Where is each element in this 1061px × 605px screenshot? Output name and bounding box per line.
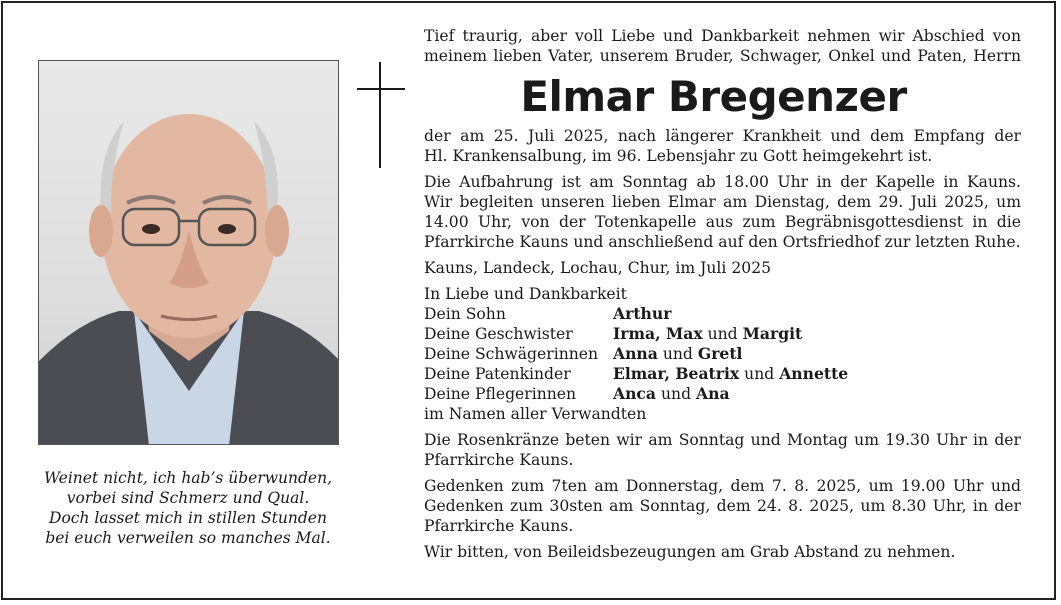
family-role: Deine Patenkinder xyxy=(424,365,571,383)
condolence-note: Wir bitten, von Beileidsbezeugungen am Grab Abstand zu nehmen. xyxy=(424,543,956,561)
poem-line: bei euch verweilen so manches Mal. xyxy=(45,529,331,547)
text-line: Pfarrkirche Kauns. xyxy=(424,517,574,535)
poem-line: Weinet nicht, ich hab’s überwunden, xyxy=(43,469,333,487)
poem-line: vorbei sind Schmerz und Qual. xyxy=(66,489,310,507)
family-names: Ana xyxy=(696,384,730,403)
text-line: Pfarrkirche Kauns. xyxy=(424,451,574,469)
family-role: Deine Schwägerinnen xyxy=(424,345,599,363)
intro-paragraph xyxy=(424,26,1021,66)
text-line: Hl. Krankensalbung, im 96. Lebensjahr zu Gott heimgekehrt ist. xyxy=(424,147,933,165)
conjunction: und xyxy=(739,365,780,383)
death-paragraph xyxy=(424,126,1021,166)
conjunction: und xyxy=(702,325,743,343)
poem-line: Doch lasset mich in stillen Stunden xyxy=(49,509,327,527)
family-names: Anca xyxy=(613,384,657,403)
family-role: Dein Sohn xyxy=(424,305,506,323)
text-line: Die Aufbahrung ist am Sonntag ab 18.00 Uhr in der Kapelle in Kauns. xyxy=(424,173,1021,191)
memorial-paragraph xyxy=(424,476,1021,536)
text-line: Gedenken zum 30sten am Sonntag, dem 24. 8. 2025, um 8.30 Uhr, in der xyxy=(424,497,1021,515)
conjunction: und xyxy=(656,385,697,403)
family-row xyxy=(424,344,1021,364)
family-row xyxy=(424,364,1021,384)
place-date: Kauns, Landeck, Lochau, Chur, im Juli 2025 xyxy=(424,259,772,277)
cross-icon xyxy=(357,62,407,168)
portrait-photo xyxy=(38,60,339,445)
text-line: Wir begleiten unseren lieben Elmar am Dienstag, dem 29. Juli 2025, um xyxy=(424,193,1021,211)
family-names: Arthur xyxy=(613,304,672,323)
conjunction: und xyxy=(657,345,698,363)
rosary-paragraph xyxy=(424,430,1021,470)
family-row xyxy=(424,304,1021,324)
family-role: Deine Pflegerinnen xyxy=(424,385,577,403)
intro-line: Tief traurig, aber voll Liebe und Dankbarkeit nehmen wir Abschied von xyxy=(424,27,1021,45)
family-names: Gretl xyxy=(697,344,743,363)
text-line: Gedenken zum 7ten am Donnerstag, dem 7. 8. 2025, um 19.00 Uhr und xyxy=(424,477,1021,495)
deceased-name: Elmar Bregenzer xyxy=(520,72,907,121)
love-line: In Liebe und Dankbarkeit xyxy=(424,285,627,303)
family-role: Deine Geschwister xyxy=(424,325,573,343)
family-names: Irma, Max xyxy=(613,324,703,343)
family-row xyxy=(424,384,1021,404)
intro-line: meinem lieben Vater, unserem Bruder, Schwager, Onkel und Paten, Herrn xyxy=(424,47,1021,65)
memorial-poem xyxy=(20,468,356,548)
text-line: Pfarrkirche Kauns und anschließend auf den Ortsfriedhof zur letzten Ruhe. xyxy=(424,233,1021,251)
family-list xyxy=(424,284,1021,424)
family-names: Anna xyxy=(613,344,658,363)
family-row xyxy=(424,324,1021,344)
funeral-paragraph xyxy=(424,172,1021,252)
text-line: Die Rosenkränze beten wir am Sonntag und Montag um 19.30 Uhr in der xyxy=(424,431,1021,449)
text-line: der am 25. Juli 2025, nach längerer Krankheit und dem Empfang der xyxy=(424,127,1021,145)
text-line: 14.00 Uhr, von der Totenkapelle aus zum Begräbnisgottesdienst in die xyxy=(424,213,1021,231)
notice-text xyxy=(424,26,1021,568)
family-names: Elmar, Beatrix xyxy=(613,364,740,383)
family-names: Annette xyxy=(779,364,849,383)
relatives-line: im Namen aller Verwandten xyxy=(424,405,647,423)
family-names: Margit xyxy=(742,324,803,343)
